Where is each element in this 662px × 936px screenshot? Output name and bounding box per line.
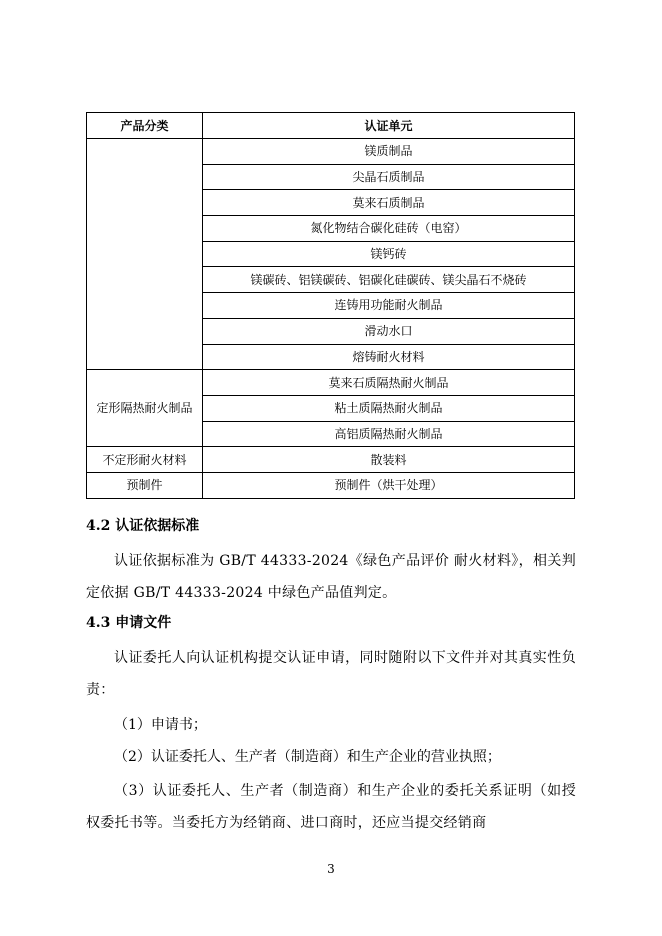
header-certification-unit: 认证单元 (203, 113, 575, 139)
table-row (87, 447, 575, 473)
section-4-3-heading: 4.3 申请文件 (86, 615, 172, 631)
unit-cell: 散装料 (203, 447, 575, 473)
table-row (87, 139, 575, 165)
unit-cell: 镁碳砖、铝镁碳砖、铝碳化硅碳砖、镁尖晶石不烧砖 (203, 267, 575, 293)
unit-cell: 预制件（烘干处理） (203, 472, 575, 498)
unit-cell: 镁质制品 (203, 139, 575, 165)
category-cell: 不定形耐火材料 (87, 447, 203, 473)
section-4-2-body: 认证依据标准为 GB/T 44333-2024《绿色产品评价 耐火材料》，相关判定依据 GB/T 44333-2024 中绿色产品值判定。 (86, 553, 576, 601)
unit-cell: 莫来石质制品 (203, 190, 575, 216)
section-4-2-heading: 4.2 认证依据标准 (86, 518, 200, 534)
category-cell: 定形隔热耐火制品 (87, 370, 203, 447)
list-item: （3）认证委托人、生产者（制造商）和生产企业的委托关系证明（如授权委托书等。当委托方为经销商、进口商时，还应当提交经销商 (86, 783, 576, 831)
category-cell (87, 139, 203, 370)
unit-cell: 莫来石质隔热耐火制品 (203, 370, 575, 396)
list-item: （1）申请书； (114, 717, 207, 733)
category-cell: 预制件 (87, 472, 203, 498)
unit-cell: 熔铸耐火材料 (203, 344, 575, 370)
unit-cell: 滑动水口 (203, 318, 575, 344)
header-product-category: 产品分类 (87, 113, 203, 139)
table-row (87, 370, 575, 396)
certification-unit-table (86, 112, 575, 499)
section-4-3-intro: 认证委托人向认证机构提交认证申请，同时随附以下文件并对其真实性负责： (86, 650, 576, 698)
unit-cell: 连铸用功能耐火制品 (203, 293, 575, 319)
list-item: （2）认证委托人、生产者（制造商）和生产企业的营业执照； (114, 749, 501, 765)
unit-cell: 镁钙砖 (203, 241, 575, 267)
unit-cell: 尖晶石质制品 (203, 164, 575, 190)
unit-cell: 高铝质隔热耐火制品 (203, 421, 575, 447)
table-header-row (87, 113, 575, 139)
table-row (87, 472, 575, 498)
page-number: 3 (327, 862, 335, 876)
unit-cell: 氮化物结合碳化硅砖（电窑） (203, 216, 575, 242)
unit-cell: 粘土质隔热耐火制品 (203, 395, 575, 421)
